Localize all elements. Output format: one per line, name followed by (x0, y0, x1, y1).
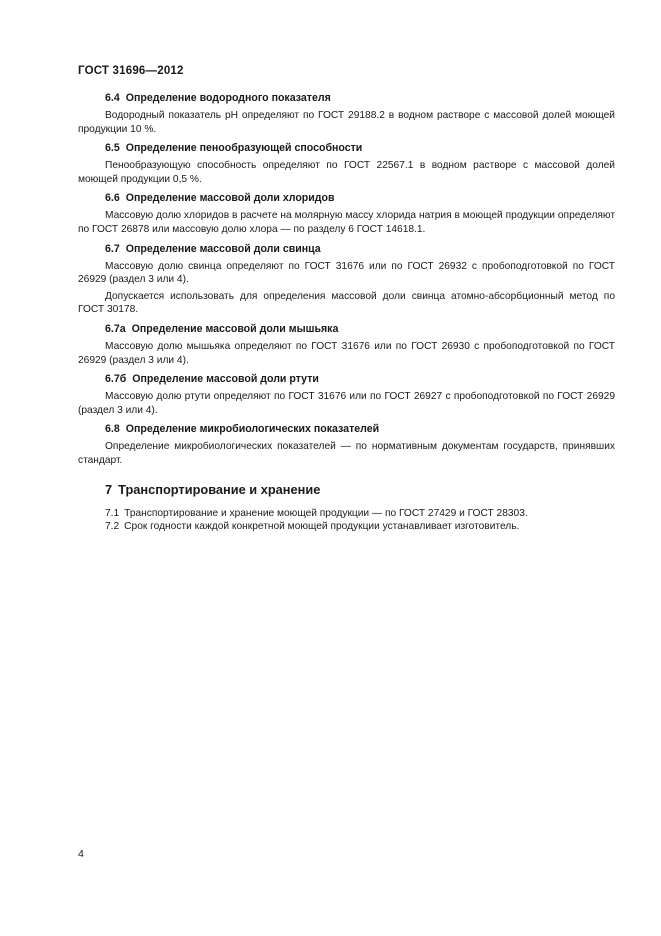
list-item: 7.1 Транспортирование и хранение моющей продукции — по ГОСТ 27429 и ГОСТ 28303. (105, 507, 528, 519)
section-7 (78, 482, 615, 534)
subsection-6-7 (78, 242, 615, 317)
paragraph: Массовую долю хлоридов в расчете на молярную массу хлорида натрия в моющей продукции определяют по ГОСТ 26878 или массовую долю хлора — по разделу 6 ГОСТ 14618.1. (78, 210, 615, 235)
subsection-6-5 (78, 141, 615, 186)
subsection-heading: 6.6 Определение массовой доли хлоридов (105, 192, 335, 205)
paragraph: Допускается использовать для определения массовой доли свинца атомно-абсорбционный метод по ГОСТ 30178. (78, 290, 615, 316)
subsection-6-6 (78, 191, 615, 236)
subsection-6-7a (78, 322, 615, 367)
paragraph: Массовую долю мышьяка определяют по ГОСТ 31676 или по ГОСТ 26930 с пробоподготовкой по ГОСТ 26929 (раздел 3 или 4). (78, 340, 615, 366)
paragraph: Водородный показатель рН определяют по ГОСТ 29188.2 в водном растворе с массовой долей моющей продукции 10 %. (78, 110, 615, 135)
subsection-heading: 6.7б Определение массовой доли ртути (105, 373, 319, 386)
paragraph: Массовую долю ртути определяют по ГОСТ 31676 или по ГОСТ 26927 с пробоподготовкой по ГОСТ 26929 (раздел 3 или 4). (78, 391, 615, 416)
subsection-heading: 6.7 Определение массовой доли свинца (105, 242, 321, 255)
subsection-6-4 (78, 91, 615, 136)
paragraph: Пенообразующую способность определяют по ГОСТ 22567.1 в водном растворе с массовой долей моющей продукции 0,5 %. (78, 160, 615, 185)
subsection-heading: 6.4 Определение водородного показателя (105, 92, 331, 104)
subsection-heading: 6.7а Определение массовой доли мышьяка (105, 322, 339, 335)
paragraph: Определение микробиологических показателей — по нормативным документам государств, принявших стандарт. (78, 441, 615, 466)
subsection-6-8 (78, 422, 615, 467)
subsection-heading: 6.8 Определение микробиологических показателей (105, 423, 380, 436)
document-body (78, 91, 615, 534)
section-heading: 7 Транспортирование и хранение (105, 481, 321, 497)
subsection-6-7b (78, 372, 615, 417)
paragraph: Массовую долю свинца определяют по ГОСТ 31676 или по ГОСТ 26932 с пробоподготовкой по ГОСТ 26929 (раздел 3 или 4). (78, 260, 615, 286)
list-item: 7.2 Срок годности каждой конкретной моющей продукции устанавливает изготовитель. (105, 521, 520, 533)
document-header: ГОСТ 31696—2012 (78, 65, 184, 77)
page-number: 4 (78, 848, 84, 860)
subsection-heading: 6.5 Определение пенообразующей способности (105, 142, 363, 155)
